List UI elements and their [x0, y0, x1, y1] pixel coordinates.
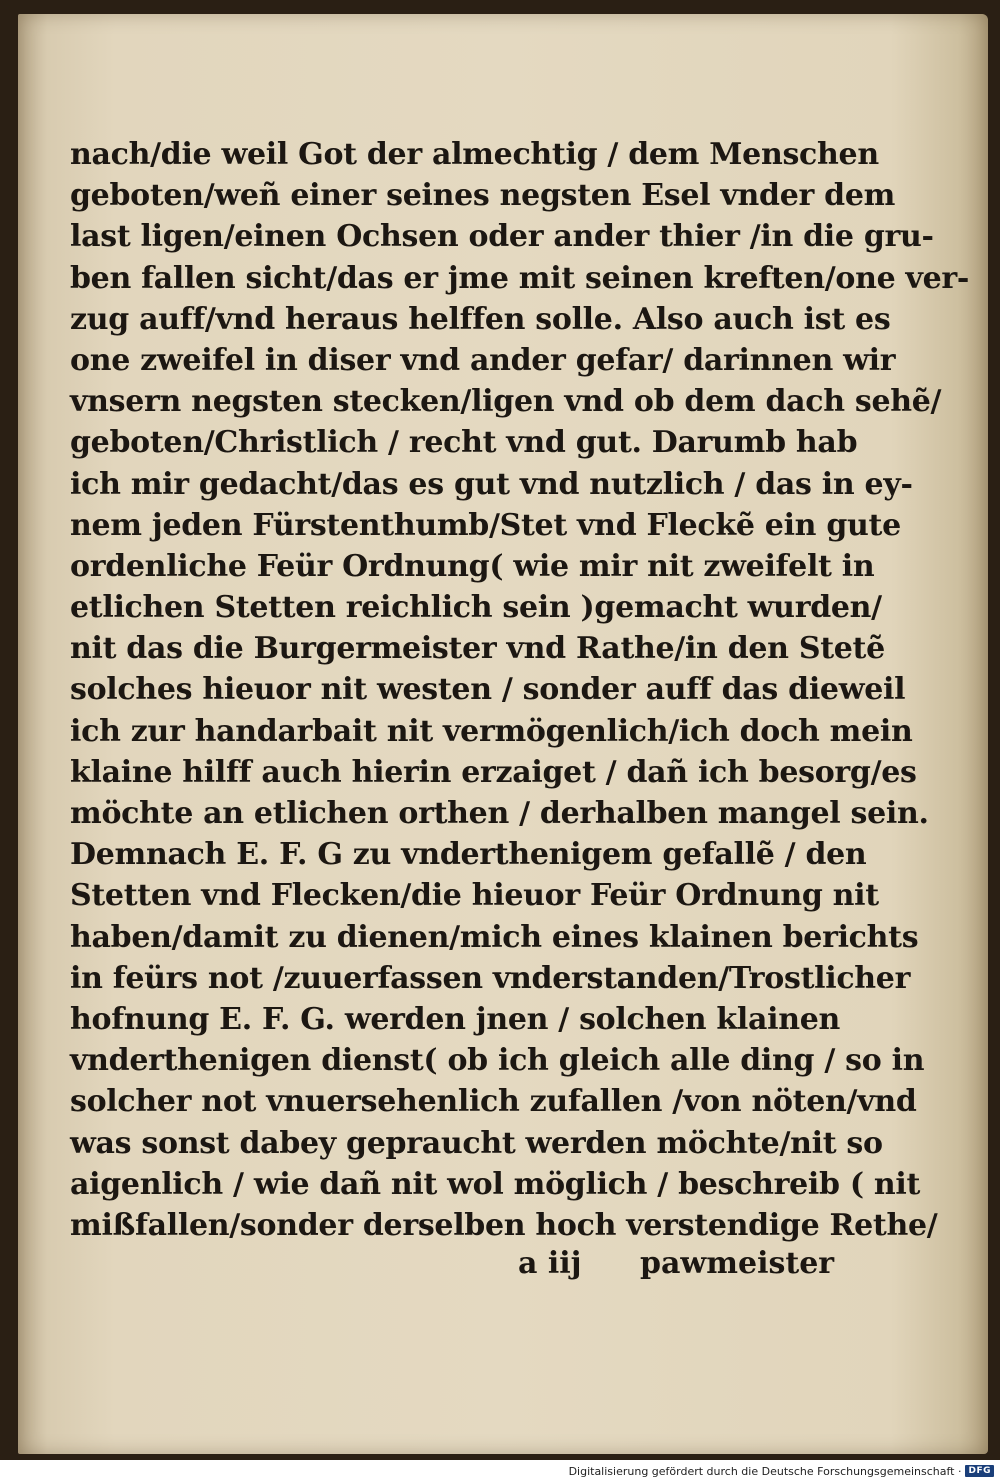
- text-line: geboten/weñ einer seines negsten Esel vnder dem: [70, 178, 896, 214]
- text-line: last ligen/einen Ochsen oder ander thier /in die gru-: [70, 219, 934, 255]
- text-line: haben/damit zu dienen/mich eines klainen berichts: [70, 919, 919, 955]
- text-line: klaine hilff auch hierin erzaiget / dañ ich besorg/es: [70, 754, 917, 790]
- text-line: möchte an etlichen orthen / derhalben mangel sein.: [70, 796, 929, 831]
- text-line: etlichen Stetten reichlich sein )gemacht wurden/: [70, 590, 882, 626]
- text-line: ordenliche Feür Ordnung( wie mir nit zweifelt in: [70, 548, 875, 584]
- text-line: aigenlich / wie dañ nit wol möglich / beschreib ( nit: [70, 1166, 921, 1202]
- text-line: nem jeden Fürstenthumb/Stet vnd Fleckẽ ein gute: [70, 507, 901, 543]
- text-line: Stetten vnd Flecken/die hieuor Feür Ordnung nit: [70, 878, 879, 914]
- text-line: vnderthenigen dienst( ob ich gleich alle ding / so in: [70, 1043, 925, 1079]
- text-line: vnsern negsten stecken/ligen vnd ob dem dach sehẽ/: [70, 384, 942, 420]
- text-line: solches hieuor nit westen / sonder auff das dieweil: [70, 672, 906, 708]
- text-line: ich mir gedacht/das es gut vnd nutzlich / das in ey-: [70, 466, 913, 502]
- text-line: ich zur handarbait nit vermögenlich/ich doch mein: [70, 713, 913, 749]
- text-line: solcher not vnuersehenlich zufallen /von nöten/vnd: [70, 1084, 917, 1120]
- text-line: mißfallen/sonder derselben hoch verstendige Rethe/: [70, 1207, 938, 1243]
- text-line: geboten/Christlich / recht vnd gut. Darumb hab: [70, 425, 858, 461]
- page-text: [70, 134, 970, 1246]
- text-line: in feürs not /zuuerfassen vnderstanden/Trostlicher: [70, 960, 911, 996]
- footer-credit: [569, 1462, 994, 1480]
- funding-notice: Digitalisierung gefördert durch die Deutsche Forschungsgemeinschaft ·: [568, 1464, 962, 1478]
- text-line: zug auff/vnd heraus helffen solle. Also auch ist es: [70, 301, 891, 337]
- signature-mark: a iij: [518, 1246, 582, 1281]
- text-line: nit das die Burgermeister vnd Rathe/in den Stetẽ: [70, 631, 885, 667]
- text-line: ben fallen sicht/das er jme mit seinen kreften/one ver-: [70, 260, 970, 296]
- dfg-logo-icon: DFG: [965, 1465, 994, 1477]
- catchword: pawmeister: [640, 1246, 835, 1281]
- text-line: hofnung E. F. G. werden jnen / solchen klainen: [70, 1001, 841, 1037]
- book-page: [18, 14, 988, 1454]
- text-line: one zweifel in diser vnd ander gefar/ darinnen wir: [70, 342, 896, 378]
- text-line: Demnach E. F. G zu vnderthenigem gefallẽ / den: [70, 837, 867, 873]
- text-line: nach/die weil Got der almechtig / dem Menschen: [70, 137, 879, 172]
- text-line: was sonst dabey gepraucht werden möchte/nit so: [70, 1125, 883, 1161]
